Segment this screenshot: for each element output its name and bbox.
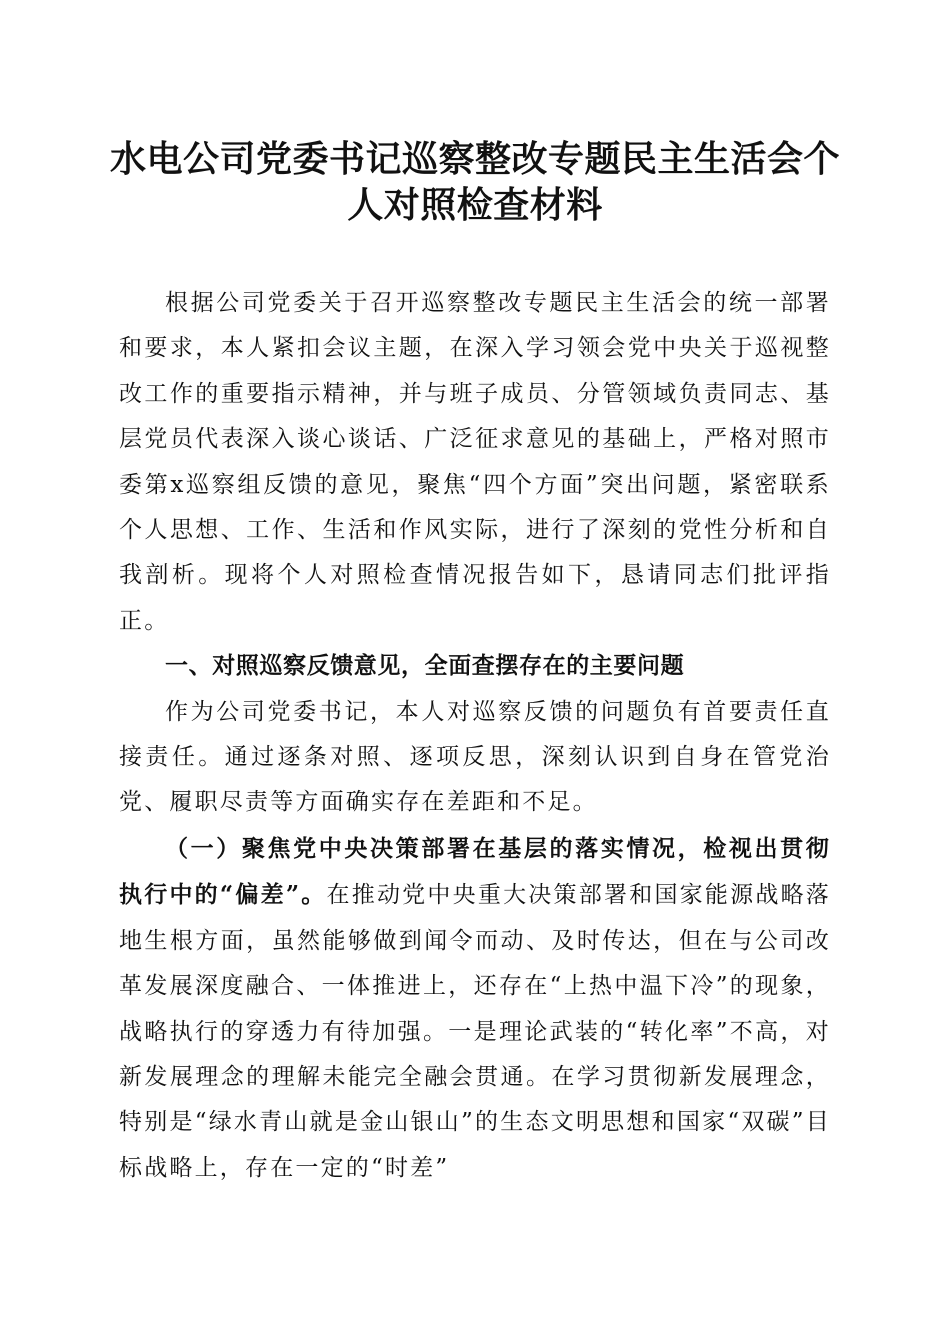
intro-paragraph: 根据公司党委关于召开巡察整改专题民主生活会的统一部署和要求，本人紧扣会议主题，在深入学习领会党中央关于巡视整改工作的重要指示精神，并与班子成员、分管领域负责同志、基层党员代表深入谈心谈话、广泛征求意见的基础上，严格对照市委第x巡察组反馈的意见，聚焦“四个方面”突出问题，紧密联系个人思想、工作、生活和作风实际，进行了深刻的党性分析和自我剖析。现将个人对照检查情况报告如下，恳请同志们批评指正。 xyxy=(119,290,831,634)
subsection-1-text: 在推动党中央重大决策部署和国家能源战略落地生根方面，虽然能够做到闻令而动、及时传达，但在与公司改革发展深度融合、一体推进上，还存在“上热中温下冷”的现象，战略执行的穿透力有待加强。一是理论武装的“转化率”不高，对新发展理念的理解未能完全融会贯通。在学习贯彻新发展理念，特别是“绿水青山就是金山银山”的生态文明思想和国家“双碳”目标战略上，存在一定的“时差” xyxy=(119,882,831,1181)
section-heading-1: 一、对照巡察反馈意见，全面查摆存在的主要问题 xyxy=(165,653,685,680)
document-title: 水电公司党委书记巡察整改专题民主生活会个人对照检查材料 xyxy=(109,138,840,226)
section-1-paragraph: 作为公司党委书记，本人对巡察反馈的问题负有首要责任直接责任。通过逐条对照、逐项反思，深刻认识到自身在管党治党、履职尽责等方面确实存在差距和不足。 xyxy=(119,698,831,816)
subsection-heading-1: （一）聚焦党中央决策部署在基层的落实情况，检视出贯彻执行中的“偏差”。 xyxy=(119,834,831,909)
subsection-1-paragraph xyxy=(119,826,831,1191)
document-body xyxy=(119,281,831,1191)
